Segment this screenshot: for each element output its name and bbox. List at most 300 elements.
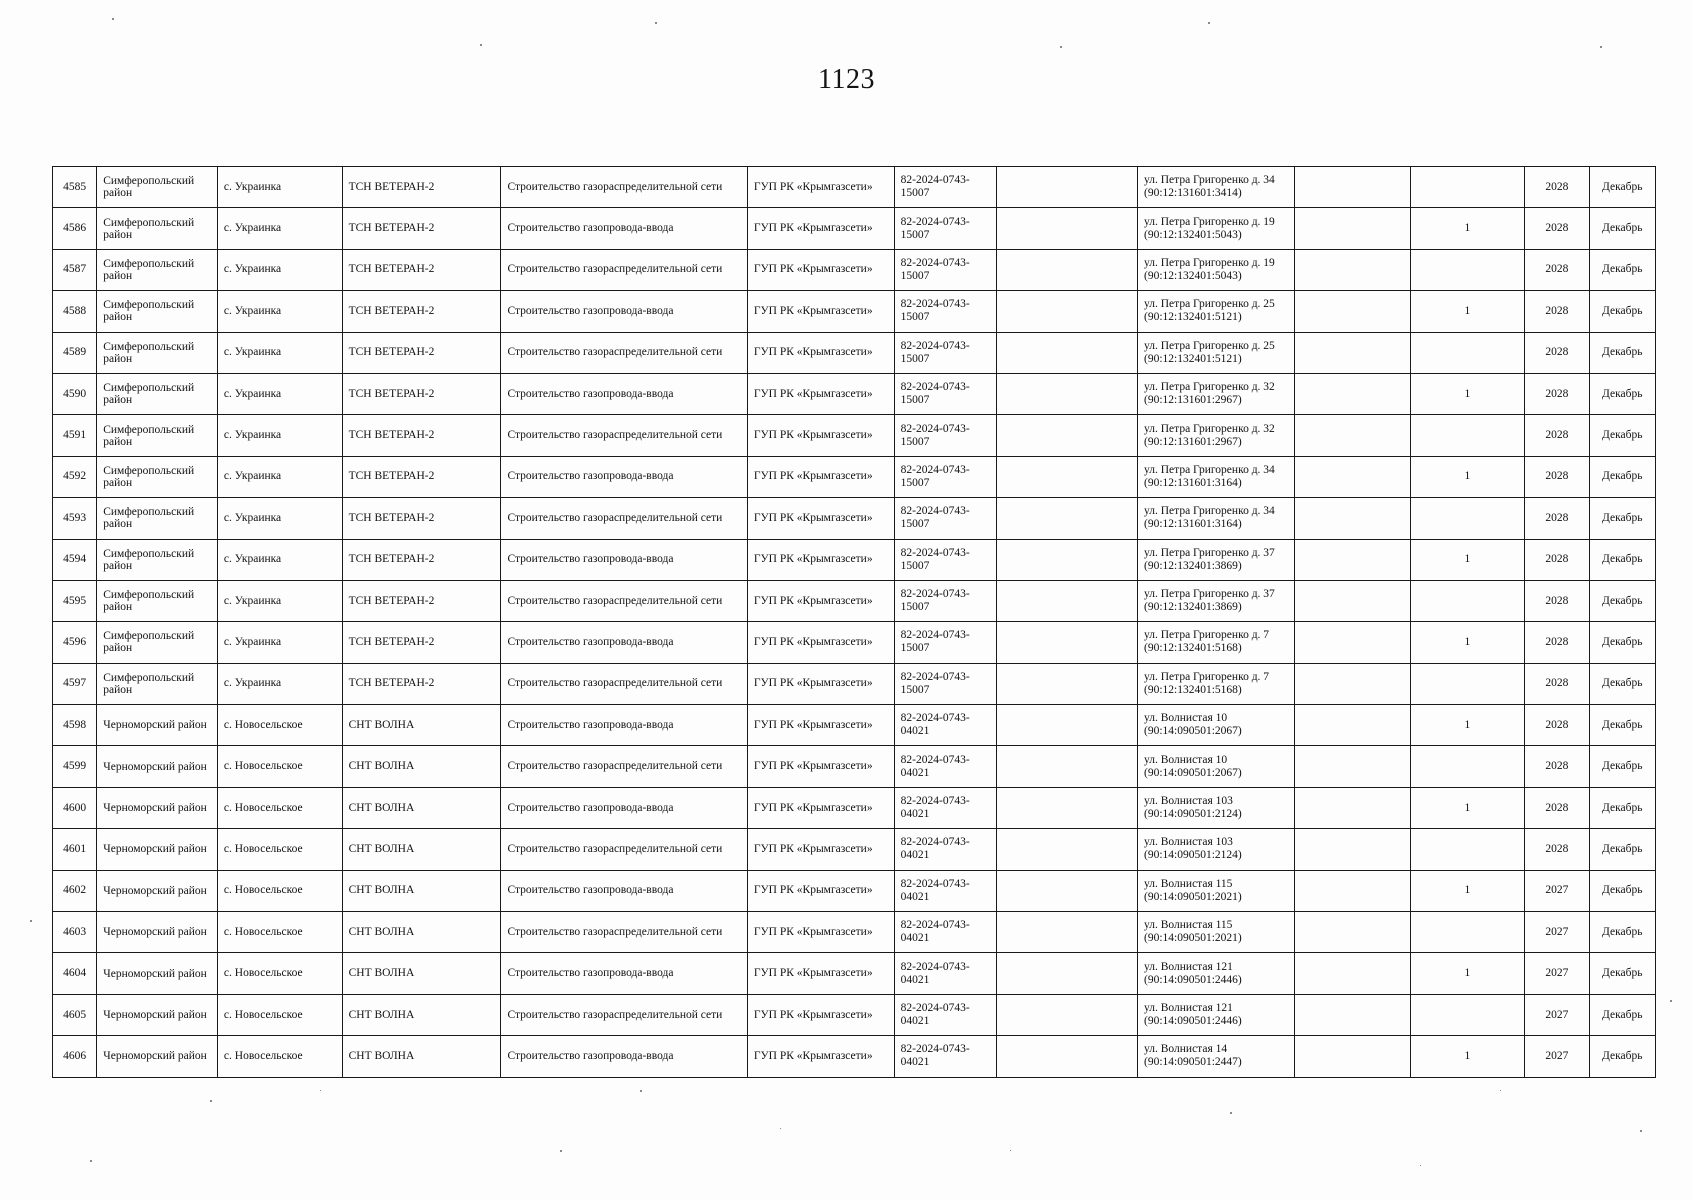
table-row bbox=[53, 291, 1656, 332]
table-row bbox=[53, 953, 1656, 994]
year-cell: 2028 bbox=[1525, 291, 1589, 332]
table-row bbox=[53, 539, 1656, 580]
code-cell: 82-2024-0743-04021 bbox=[894, 994, 997, 1035]
scan-speck bbox=[780, 1128, 781, 1129]
partnership-cell: ТСН ВЕТЕРАН-2 bbox=[342, 249, 501, 290]
count-cell bbox=[1410, 912, 1525, 953]
operator-cell: ГУП РК «Крымгазсети» bbox=[747, 787, 894, 828]
partnership-cell: ТСН ВЕТЕРАН-2 bbox=[342, 373, 501, 414]
scan-speck bbox=[320, 1090, 321, 1091]
empty-cell bbox=[997, 208, 1138, 249]
empty-cell bbox=[1294, 332, 1410, 373]
address-cell: ул. Петра Григоренко д. 19 (90:12:132401:5043) bbox=[1138, 208, 1295, 249]
district-cell: Черноморский район bbox=[97, 746, 218, 787]
empty-cell bbox=[997, 622, 1138, 663]
settlement-cell: с. Украинка bbox=[217, 167, 342, 208]
table-row bbox=[53, 870, 1656, 911]
settlement-cell: с. Украинка bbox=[217, 663, 342, 704]
partnership-cell: ТСН ВЕТЕРАН-2 bbox=[342, 456, 501, 497]
code-cell: 82-2024-0743-04021 bbox=[894, 870, 997, 911]
table-row bbox=[53, 580, 1656, 621]
code-cell: 82-2024-0743-04021 bbox=[894, 787, 997, 828]
settlement-cell: с. Украинка bbox=[217, 539, 342, 580]
empty-cell bbox=[1294, 705, 1410, 746]
settlement-cell: с. Украинка bbox=[217, 291, 342, 332]
table-row bbox=[53, 415, 1656, 456]
partnership-cell: ТСН ВЕТЕРАН-2 bbox=[342, 208, 501, 249]
year-cell: 2028 bbox=[1525, 415, 1589, 456]
empty-cell bbox=[1294, 291, 1410, 332]
code-cell: 82-2024-0743-15007 bbox=[894, 415, 997, 456]
scan-speck bbox=[1500, 1090, 1501, 1091]
count-cell: 1 bbox=[1410, 291, 1525, 332]
district-cell: Черноморский район bbox=[97, 705, 218, 746]
table-row bbox=[53, 912, 1656, 953]
settlement-cell: с. Украинка bbox=[217, 208, 342, 249]
scan-speck bbox=[480, 44, 482, 46]
district-cell: Симферопольский район bbox=[97, 498, 218, 539]
month-cell: Декабрь bbox=[1589, 746, 1655, 787]
district-cell: Симферопольский район bbox=[97, 456, 218, 497]
row-number-cell: 4596 bbox=[53, 622, 97, 663]
table-row bbox=[53, 249, 1656, 290]
row-number-cell: 4598 bbox=[53, 705, 97, 746]
empty-cell bbox=[997, 912, 1138, 953]
code-cell: 82-2024-0743-04021 bbox=[894, 746, 997, 787]
operator-cell: ГУП РК «Крымгазсети» bbox=[747, 580, 894, 621]
operator-cell: ГУП РК «Крымгазсети» bbox=[747, 663, 894, 704]
empty-cell bbox=[997, 787, 1138, 828]
district-cell: Симферопольский район bbox=[97, 208, 218, 249]
month-cell: Декабрь bbox=[1589, 953, 1655, 994]
empty-cell bbox=[1294, 539, 1410, 580]
scan-speck bbox=[1230, 1112, 1232, 1114]
district-cell: Симферопольский район bbox=[97, 415, 218, 456]
empty-cell bbox=[1294, 208, 1410, 249]
work-type-cell: Строительство газопровода-ввода bbox=[501, 373, 747, 414]
settlement-cell: с. Новосельское bbox=[217, 787, 342, 828]
scan-speck bbox=[1060, 46, 1062, 48]
row-number-cell: 4605 bbox=[53, 994, 97, 1035]
empty-cell bbox=[997, 539, 1138, 580]
year-cell: 2028 bbox=[1525, 539, 1589, 580]
code-cell: 82-2024-0743-15007 bbox=[894, 580, 997, 621]
partnership-cell: СНТ ВОЛНА bbox=[342, 870, 501, 911]
empty-cell bbox=[1294, 249, 1410, 290]
settlement-cell: с. Новосельское bbox=[217, 953, 342, 994]
scan-speck bbox=[30, 920, 32, 922]
scan-speck bbox=[640, 1090, 642, 1092]
month-cell: Декабрь bbox=[1589, 332, 1655, 373]
partnership-cell: СНТ ВОЛНА bbox=[342, 787, 501, 828]
month-cell: Декабрь bbox=[1589, 208, 1655, 249]
month-cell: Декабрь bbox=[1589, 291, 1655, 332]
scan-speck bbox=[560, 1150, 562, 1152]
partnership-cell: СНТ ВОЛНА bbox=[342, 912, 501, 953]
count-cell bbox=[1410, 415, 1525, 456]
address-cell: ул. Волнистая 121 (90:14:090501:2446) bbox=[1138, 953, 1295, 994]
address-cell: ул. Петра Григоренко д. 32 (90:12:131601:2967) bbox=[1138, 415, 1295, 456]
district-cell: Симферопольский район bbox=[97, 291, 218, 332]
count-cell bbox=[1410, 249, 1525, 290]
address-cell: ул. Петра Григоренко д. 19 (90:12:132401:5043) bbox=[1138, 249, 1295, 290]
partnership-cell: ТСН ВЕТЕРАН-2 bbox=[342, 332, 501, 373]
settlement-cell: с. Украинка bbox=[217, 498, 342, 539]
table-row bbox=[53, 787, 1656, 828]
row-number-cell: 4591 bbox=[53, 415, 97, 456]
work-type-cell: Строительство газораспределительной сети bbox=[501, 746, 747, 787]
partnership-cell: ТСН ВЕТЕРАН-2 bbox=[342, 539, 501, 580]
address-cell: ул. Петра Григоренко д. 34 (90:12:131601:3164) bbox=[1138, 498, 1295, 539]
empty-cell bbox=[997, 746, 1138, 787]
district-cell: Симферопольский район bbox=[97, 622, 218, 663]
settlement-cell: с. Новосельское bbox=[217, 870, 342, 911]
row-number-cell: 4597 bbox=[53, 663, 97, 704]
address-cell: ул. Волнистая 10 (90:14:090501:2067) bbox=[1138, 746, 1295, 787]
district-cell: Симферопольский район bbox=[97, 373, 218, 414]
month-cell: Декабрь bbox=[1589, 167, 1655, 208]
month-cell: Декабрь bbox=[1589, 1036, 1655, 1077]
work-type-cell: Строительство газораспределительной сети bbox=[501, 249, 747, 290]
district-cell: Черноморский район bbox=[97, 994, 218, 1035]
empty-cell bbox=[1294, 1036, 1410, 1077]
work-type-cell: Строительство газопровода-ввода bbox=[501, 456, 747, 497]
code-cell: 82-2024-0743-15007 bbox=[894, 167, 997, 208]
settlement-cell: с. Украинка bbox=[217, 622, 342, 663]
month-cell: Декабрь bbox=[1589, 580, 1655, 621]
empty-cell bbox=[1294, 167, 1410, 208]
row-number-cell: 4606 bbox=[53, 1036, 97, 1077]
partnership-cell: СНТ ВОЛНА bbox=[342, 994, 501, 1035]
partnership-cell: СНТ ВОЛНА bbox=[342, 746, 501, 787]
address-cell: ул. Петра Григоренко д. 37 (90:12:132401:3869) bbox=[1138, 580, 1295, 621]
work-type-cell: Строительство газопровода-ввода bbox=[501, 539, 747, 580]
partnership-cell: ТСН ВЕТЕРАН-2 bbox=[342, 622, 501, 663]
operator-cell: ГУП РК «Крымгазсети» bbox=[747, 332, 894, 373]
empty-cell bbox=[1294, 829, 1410, 870]
count-cell bbox=[1410, 498, 1525, 539]
partnership-cell: СНТ ВОЛНА bbox=[342, 705, 501, 746]
empty-cell bbox=[997, 705, 1138, 746]
row-number-cell: 4589 bbox=[53, 332, 97, 373]
month-cell: Декабрь bbox=[1589, 249, 1655, 290]
empty-cell bbox=[997, 994, 1138, 1035]
scan-speck bbox=[1670, 1000, 1672, 1002]
work-type-cell: Строительство газораспределительной сети bbox=[501, 912, 747, 953]
count-cell: 1 bbox=[1410, 705, 1525, 746]
scan-speck bbox=[1640, 1130, 1642, 1132]
row-number-cell: 4592 bbox=[53, 456, 97, 497]
page-number: 1123 bbox=[818, 64, 875, 95]
settlement-cell: с. Украинка bbox=[217, 580, 342, 621]
empty-cell bbox=[997, 167, 1138, 208]
partnership-cell: ТСН ВЕТЕРАН-2 bbox=[342, 498, 501, 539]
work-type-cell: Строительство газораспределительной сети bbox=[501, 829, 747, 870]
settlement-cell: с. Новосельское bbox=[217, 746, 342, 787]
code-cell: 82-2024-0743-04021 bbox=[894, 1036, 997, 1077]
month-cell: Декабрь bbox=[1589, 373, 1655, 414]
year-cell: 2027 bbox=[1525, 912, 1589, 953]
settlement-cell: с. Украинка bbox=[217, 415, 342, 456]
district-cell: Черноморский район bbox=[97, 953, 218, 994]
year-cell: 2028 bbox=[1525, 167, 1589, 208]
row-number-cell: 4599 bbox=[53, 746, 97, 787]
code-cell: 82-2024-0743-15007 bbox=[894, 249, 997, 290]
empty-cell bbox=[1294, 994, 1410, 1035]
count-cell: 1 bbox=[1410, 373, 1525, 414]
operator-cell: ГУП РК «Крымгазсети» bbox=[747, 373, 894, 414]
partnership-cell: СНТ ВОЛНА bbox=[342, 1036, 501, 1077]
empty-cell bbox=[997, 870, 1138, 911]
row-number-cell: 4603 bbox=[53, 912, 97, 953]
code-cell: 82-2024-0743-15007 bbox=[894, 539, 997, 580]
count-cell: 1 bbox=[1410, 539, 1525, 580]
year-cell: 2028 bbox=[1525, 373, 1589, 414]
work-type-cell: Строительство газопровода-ввода bbox=[501, 291, 747, 332]
work-type-cell: Строительство газораспределительной сети bbox=[501, 415, 747, 456]
count-cell: 1 bbox=[1410, 208, 1525, 249]
count-cell bbox=[1410, 167, 1525, 208]
code-cell: 82-2024-0743-15007 bbox=[894, 498, 997, 539]
scan-speck bbox=[112, 18, 114, 20]
settlement-cell: с. Новосельское bbox=[217, 829, 342, 870]
empty-cell bbox=[1294, 870, 1410, 911]
work-type-cell: Строительство газораспределительной сети bbox=[501, 167, 747, 208]
table-row bbox=[53, 208, 1656, 249]
work-type-cell: Строительство газопровода-ввода bbox=[501, 953, 747, 994]
year-cell: 2028 bbox=[1525, 456, 1589, 497]
operator-cell: ГУП РК «Крымгазсети» bbox=[747, 746, 894, 787]
code-cell: 82-2024-0743-04021 bbox=[894, 953, 997, 994]
partnership-cell: ТСН ВЕТЕРАН-2 bbox=[342, 415, 501, 456]
scan-speck bbox=[655, 22, 657, 24]
address-cell: ул. Волнистая 115 (90:14:090501:2021) bbox=[1138, 870, 1295, 911]
month-cell: Декабрь bbox=[1589, 912, 1655, 953]
table-row bbox=[53, 994, 1656, 1035]
month-cell: Декабрь bbox=[1589, 622, 1655, 663]
partnership-cell: СНТ ВОЛНА bbox=[342, 829, 501, 870]
row-number-cell: 4588 bbox=[53, 291, 97, 332]
empty-cell bbox=[997, 498, 1138, 539]
operator-cell: ГУП РК «Крымгазсети» bbox=[747, 415, 894, 456]
row-number-cell: 4585 bbox=[53, 167, 97, 208]
empty-cell bbox=[997, 580, 1138, 621]
table-row bbox=[53, 829, 1656, 870]
row-number-cell: 4602 bbox=[53, 870, 97, 911]
code-cell: 82-2024-0743-15007 bbox=[894, 456, 997, 497]
work-type-cell: Строительство газораспределительной сети bbox=[501, 498, 747, 539]
operator-cell: ГУП РК «Крымгазсети» bbox=[747, 498, 894, 539]
operator-cell: ГУП РК «Крымгазсети» bbox=[747, 167, 894, 208]
empty-cell bbox=[1294, 415, 1410, 456]
address-cell: ул. Петра Григоренко д. 34 (90:12:131601:3414) bbox=[1138, 167, 1295, 208]
code-cell: 82-2024-0743-15007 bbox=[894, 332, 997, 373]
year-cell: 2027 bbox=[1525, 1036, 1589, 1077]
address-cell: ул. Петра Григоренко д. 7 (90:12:132401:5168) bbox=[1138, 622, 1295, 663]
partnership-cell: СНТ ВОЛНА bbox=[342, 953, 501, 994]
address-cell: ул. Петра Григоренко д. 25 (90:12:132401:5121) bbox=[1138, 291, 1295, 332]
year-cell: 2028 bbox=[1525, 705, 1589, 746]
district-cell: Черноморский район bbox=[97, 1036, 218, 1077]
year-cell: 2028 bbox=[1525, 622, 1589, 663]
settlement-cell: с. Новосельское bbox=[217, 1036, 342, 1077]
table-body bbox=[53, 167, 1656, 1078]
code-cell: 82-2024-0743-15007 bbox=[894, 663, 997, 704]
empty-cell bbox=[1294, 787, 1410, 828]
empty-cell bbox=[997, 291, 1138, 332]
empty-cell bbox=[1294, 953, 1410, 994]
partnership-cell: ТСН ВЕТЕРАН-2 bbox=[342, 663, 501, 704]
count-cell bbox=[1410, 994, 1525, 1035]
district-cell: Черноморский район bbox=[97, 870, 218, 911]
work-type-cell: Строительство газопровода-ввода bbox=[501, 622, 747, 663]
year-cell: 2027 bbox=[1525, 994, 1589, 1035]
work-type-cell: Строительство газопровода-ввода bbox=[501, 787, 747, 828]
empty-cell bbox=[1294, 373, 1410, 414]
row-number-cell: 4600 bbox=[53, 787, 97, 828]
operator-cell: ГУП РК «Крымгазсети» bbox=[747, 829, 894, 870]
count-cell bbox=[1410, 332, 1525, 373]
code-cell: 82-2024-0743-15007 bbox=[894, 373, 997, 414]
count-cell: 1 bbox=[1410, 456, 1525, 497]
month-cell: Декабрь bbox=[1589, 663, 1655, 704]
month-cell: Декабрь bbox=[1589, 456, 1655, 497]
table-row bbox=[53, 167, 1656, 208]
work-type-cell: Строительство газопровода-ввода bbox=[501, 208, 747, 249]
row-number-cell: 4604 bbox=[53, 953, 97, 994]
empty-cell bbox=[1294, 498, 1410, 539]
district-cell: Симферопольский район bbox=[97, 539, 218, 580]
address-cell: ул. Волнистая 10 (90:14:090501:2067) bbox=[1138, 705, 1295, 746]
work-type-cell: Строительство газораспределительной сети bbox=[501, 994, 747, 1035]
code-cell: 82-2024-0743-15007 bbox=[894, 291, 997, 332]
operator-cell: ГУП РК «Крымгазсети» bbox=[747, 291, 894, 332]
table-row bbox=[53, 705, 1656, 746]
month-cell: Декабрь bbox=[1589, 415, 1655, 456]
month-cell: Декабрь bbox=[1589, 787, 1655, 828]
year-cell: 2028 bbox=[1525, 787, 1589, 828]
empty-cell bbox=[997, 1036, 1138, 1077]
work-type-cell: Строительство газораспределительной сети bbox=[501, 663, 747, 704]
year-cell: 2028 bbox=[1525, 746, 1589, 787]
scan-speck bbox=[210, 1100, 212, 1102]
operator-cell: ГУП РК «Крымгазсети» bbox=[747, 870, 894, 911]
table-row bbox=[53, 498, 1656, 539]
district-cell: Симферопольский район bbox=[97, 249, 218, 290]
code-cell: 82-2024-0743-04021 bbox=[894, 829, 997, 870]
settlement-cell: с. Украинка bbox=[217, 456, 342, 497]
row-number-cell: 4595 bbox=[53, 580, 97, 621]
code-cell: 82-2024-0743-04021 bbox=[894, 912, 997, 953]
table-row bbox=[53, 1036, 1656, 1077]
empty-cell bbox=[1294, 622, 1410, 663]
settlement-cell: с. Украинка bbox=[217, 249, 342, 290]
work-type-cell: Строительство газопровода-ввода bbox=[501, 705, 747, 746]
count-cell bbox=[1410, 746, 1525, 787]
empty-cell bbox=[997, 456, 1138, 497]
address-cell: ул. Петра Григоренко д. 25 (90:12:132401:5121) bbox=[1138, 332, 1295, 373]
month-cell: Декабрь bbox=[1589, 829, 1655, 870]
year-cell: 2028 bbox=[1525, 249, 1589, 290]
operator-cell: ГУП РК «Крымгазсети» bbox=[747, 208, 894, 249]
operator-cell: ГУП РК «Крымгазсети» bbox=[747, 1036, 894, 1077]
empty-cell bbox=[1294, 456, 1410, 497]
work-type-cell: Строительство газораспределительной сети bbox=[501, 332, 747, 373]
row-number-cell: 4601 bbox=[53, 829, 97, 870]
address-cell: ул. Волнистая 121 (90:14:090501:2446) bbox=[1138, 994, 1295, 1035]
year-cell: 2028 bbox=[1525, 332, 1589, 373]
row-number-cell: 4586 bbox=[53, 208, 97, 249]
empty-cell bbox=[997, 373, 1138, 414]
empty-cell bbox=[1294, 746, 1410, 787]
year-cell: 2028 bbox=[1525, 663, 1589, 704]
empty-cell bbox=[997, 829, 1138, 870]
empty-cell bbox=[997, 953, 1138, 994]
address-cell: ул. Петра Григоренко д. 7 (90:12:132401:5168) bbox=[1138, 663, 1295, 704]
count-cell: 1 bbox=[1410, 953, 1525, 994]
count-cell: 1 bbox=[1410, 787, 1525, 828]
code-cell: 82-2024-0743-15007 bbox=[894, 208, 997, 249]
settlement-cell: с. Новосельское bbox=[217, 912, 342, 953]
scan-speck bbox=[1420, 1165, 1421, 1166]
scan-speck bbox=[90, 1160, 92, 1162]
partnership-cell: ТСН ВЕТЕРАН-2 bbox=[342, 291, 501, 332]
address-cell: ул. Петра Григоренко д. 32 (90:12:131601:2967) bbox=[1138, 373, 1295, 414]
operator-cell: ГУП РК «Крымгазсети» bbox=[747, 994, 894, 1035]
month-cell: Декабрь bbox=[1589, 498, 1655, 539]
empty-cell bbox=[1294, 912, 1410, 953]
empty-cell bbox=[997, 415, 1138, 456]
operator-cell: ГУП РК «Крымгазсети» bbox=[747, 249, 894, 290]
work-type-cell: Строительство газопровода-ввода bbox=[501, 1036, 747, 1077]
year-cell: 2027 bbox=[1525, 870, 1589, 911]
code-cell: 82-2024-0743-15007 bbox=[894, 622, 997, 663]
empty-cell bbox=[1294, 663, 1410, 704]
address-cell: ул. Волнистая 115 (90:14:090501:2021) bbox=[1138, 912, 1295, 953]
month-cell: Декабрь bbox=[1589, 539, 1655, 580]
district-cell: Черноморский район bbox=[97, 787, 218, 828]
operator-cell: ГУП РК «Крымгазсети» bbox=[747, 953, 894, 994]
empty-cell bbox=[997, 332, 1138, 373]
table-row bbox=[53, 663, 1656, 704]
year-cell: 2028 bbox=[1525, 580, 1589, 621]
year-cell: 2027 bbox=[1525, 953, 1589, 994]
district-cell: Симферопольский район bbox=[97, 332, 218, 373]
empty-cell bbox=[997, 663, 1138, 704]
table-row bbox=[53, 456, 1656, 497]
settlement-cell: с. Новосельское bbox=[217, 994, 342, 1035]
address-cell: ул. Волнистая 103 (90:14:090501:2124) bbox=[1138, 787, 1295, 828]
table-row bbox=[53, 622, 1656, 663]
year-cell: 2028 bbox=[1525, 208, 1589, 249]
operator-cell: ГУП РК «Крымгазсети» bbox=[747, 539, 894, 580]
code-cell: 82-2024-0743-04021 bbox=[894, 705, 997, 746]
address-cell: ул. Петра Григоренко д. 34 (90:12:131601:3164) bbox=[1138, 456, 1295, 497]
address-cell: ул. Петра Григоренко д. 37 (90:12:132401:3869) bbox=[1138, 539, 1295, 580]
count-cell: 1 bbox=[1410, 1036, 1525, 1077]
operator-cell: ГУП РК «Крымгазсети» bbox=[747, 622, 894, 663]
partnership-cell: ТСН ВЕТЕРАН-2 bbox=[342, 167, 501, 208]
row-number-cell: 4590 bbox=[53, 373, 97, 414]
scan-speck bbox=[1208, 22, 1210, 24]
settlement-cell: с. Украинка bbox=[217, 332, 342, 373]
district-cell: Симферопольский район bbox=[97, 580, 218, 621]
district-cell: Симферопольский район bbox=[97, 167, 218, 208]
month-cell: Декабрь bbox=[1589, 994, 1655, 1035]
month-cell: Декабрь bbox=[1589, 705, 1655, 746]
operator-cell: ГУП РК «Крымгазсети» bbox=[747, 912, 894, 953]
scan-speck bbox=[1600, 46, 1602, 48]
